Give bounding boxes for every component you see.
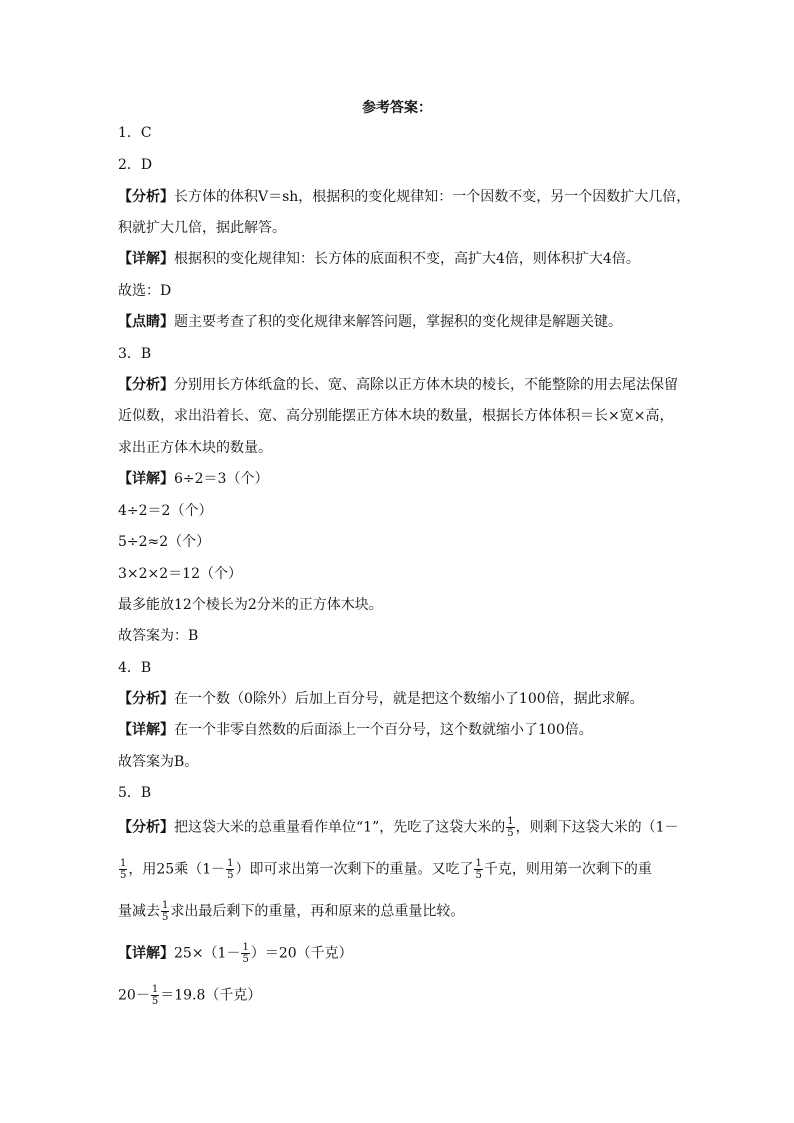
fraction <box>506 816 514 839</box>
analysis-text: ，用25乘（1－ <box>128 861 226 878</box>
detail-text: ＝19.8（千克） <box>160 987 262 1004</box>
detail-text: ）＝20（千克） <box>250 945 353 962</box>
fraction-numerator: 1 <box>227 858 234 869</box>
comment-tag: 【点睛】 <box>118 314 174 330</box>
analysis-5-line-1 <box>118 816 678 839</box>
detail-2 <box>118 250 678 268</box>
answer-2: 2．D <box>118 157 153 173</box>
analysis-text: 分别用长方体纸盒的长、宽、高除以正方体木块的棱长，不能整除的用去尾法保留 <box>174 377 678 393</box>
analysis-text: 把这袋大米的总重量看作单位“1”，先吃了这袋大米的 <box>174 819 506 836</box>
detail-tag: 【详解】 <box>118 722 174 738</box>
analysis-4 <box>118 690 678 708</box>
answer-3-final: 故答案为：B <box>118 628 199 644</box>
fraction-denominator: 5 <box>162 912 169 923</box>
detail-4 <box>118 721 678 739</box>
detail-3-line-4: 3×2×2＝12（个） <box>118 566 242 582</box>
comment-2 <box>118 313 678 331</box>
analysis-5-line-3 <box>118 900 678 923</box>
detail-text: 20－ <box>118 987 150 1004</box>
analysis-3-line-2: 近似数，求出沿着长、宽、高分别能摆正方体木块的数量，根据长方体体积＝长×宽×高， <box>118 408 674 424</box>
answer-4-final: 故答案为B。 <box>118 754 199 770</box>
comment-text: 题主要考查了积的变化规律来解答问题，掌握积的变化规律是解题关键。 <box>174 314 622 330</box>
fraction <box>241 942 249 965</box>
detail-text: 25×（1－ <box>174 945 241 962</box>
analysis-text: ）即可求出第一次剩下的重量。又吃了 <box>235 861 474 878</box>
choice-2: 故选：D <box>118 283 172 299</box>
detail-3-line-5: 最多能放12个棱长为2分米的正方体木块。 <box>118 597 383 613</box>
detail-5-line-2 <box>118 984 678 1007</box>
analysis-text: 千克，则用第一次剩下的重 <box>483 861 652 878</box>
analysis-3-line-3: 求出正方体木块的数量。 <box>118 440 272 456</box>
analysis-5-line-2 <box>118 858 678 881</box>
analysis-tag: 【分析】 <box>118 377 174 393</box>
fraction <box>161 900 169 923</box>
analysis-tag: 【分析】 <box>118 819 174 836</box>
answer-4: 4．B <box>118 660 152 676</box>
fraction <box>226 858 234 881</box>
fraction-numerator: 1 <box>120 858 127 869</box>
analysis-text: 求出最后剩下的重量，再和原来的总重量比较。 <box>170 903 465 920</box>
detail-text: 6÷2＝3（个） <box>174 471 269 487</box>
analysis-text: 长方体的体积V＝sh，根据积的变化规律知：一个因数不变，另一个因数扩大几倍， <box>174 189 691 205</box>
answer-5: 5．B <box>118 785 152 801</box>
analysis-text: ，则剩下这袋大米的（1－ <box>515 819 679 836</box>
page-title: 参考答案： <box>362 100 432 116</box>
fraction-denominator: 5 <box>120 870 127 881</box>
fraction <box>119 858 127 881</box>
analysis-tag: 【分析】 <box>118 189 174 205</box>
analysis-tag: 【分析】 <box>118 691 174 707</box>
detail-3-line-2: 4÷2＝2（个） <box>118 503 213 519</box>
detail-3-line-1 <box>118 470 678 488</box>
fraction <box>151 984 159 1007</box>
detail-5-line-1 <box>118 942 678 965</box>
detail-tag: 【详解】 <box>118 471 174 487</box>
analysis-3-line-1 <box>118 376 678 394</box>
detail-text: 在一个非零自然数的后面添上一个百分号，这个数就缩小了100倍。 <box>174 722 593 738</box>
fraction-numerator: 1 <box>242 942 249 953</box>
analysis-text: 在一个数（0除外）后加上百分号，就是把这个数缩小了100倍，据此求解。 <box>174 691 644 707</box>
fraction-denominator: 5 <box>227 870 234 881</box>
fraction <box>474 858 482 881</box>
answer-1: 1．C <box>118 125 152 141</box>
detail-tag: 【详解】 <box>118 945 174 962</box>
fraction-denominator: 5 <box>507 828 514 839</box>
fraction-denominator: 5 <box>475 870 482 881</box>
detail-3-line-3: 5÷2≈2（个） <box>118 534 211 550</box>
answer-3: 3．B <box>118 346 152 362</box>
analysis-2-line-1 <box>118 188 691 206</box>
detail-text: 根据积的变化规律知：长方体的底面积不变，高扩大4倍，则体积扩大4倍。 <box>174 251 640 267</box>
analysis-text: 量减去 <box>118 903 160 920</box>
analysis-2-line-2: 积就扩大几倍，据此解答。 <box>118 220 286 236</box>
fraction-numerator: 1 <box>151 984 159 995</box>
fraction-numerator: 1 <box>475 858 482 869</box>
detail-tag: 【详解】 <box>118 251 174 267</box>
fraction-numerator: 1 <box>162 900 169 911</box>
fraction-denominator: 5 <box>151 996 159 1007</box>
fraction-numerator: 1 <box>507 816 514 827</box>
fraction-denominator: 5 <box>242 954 249 965</box>
